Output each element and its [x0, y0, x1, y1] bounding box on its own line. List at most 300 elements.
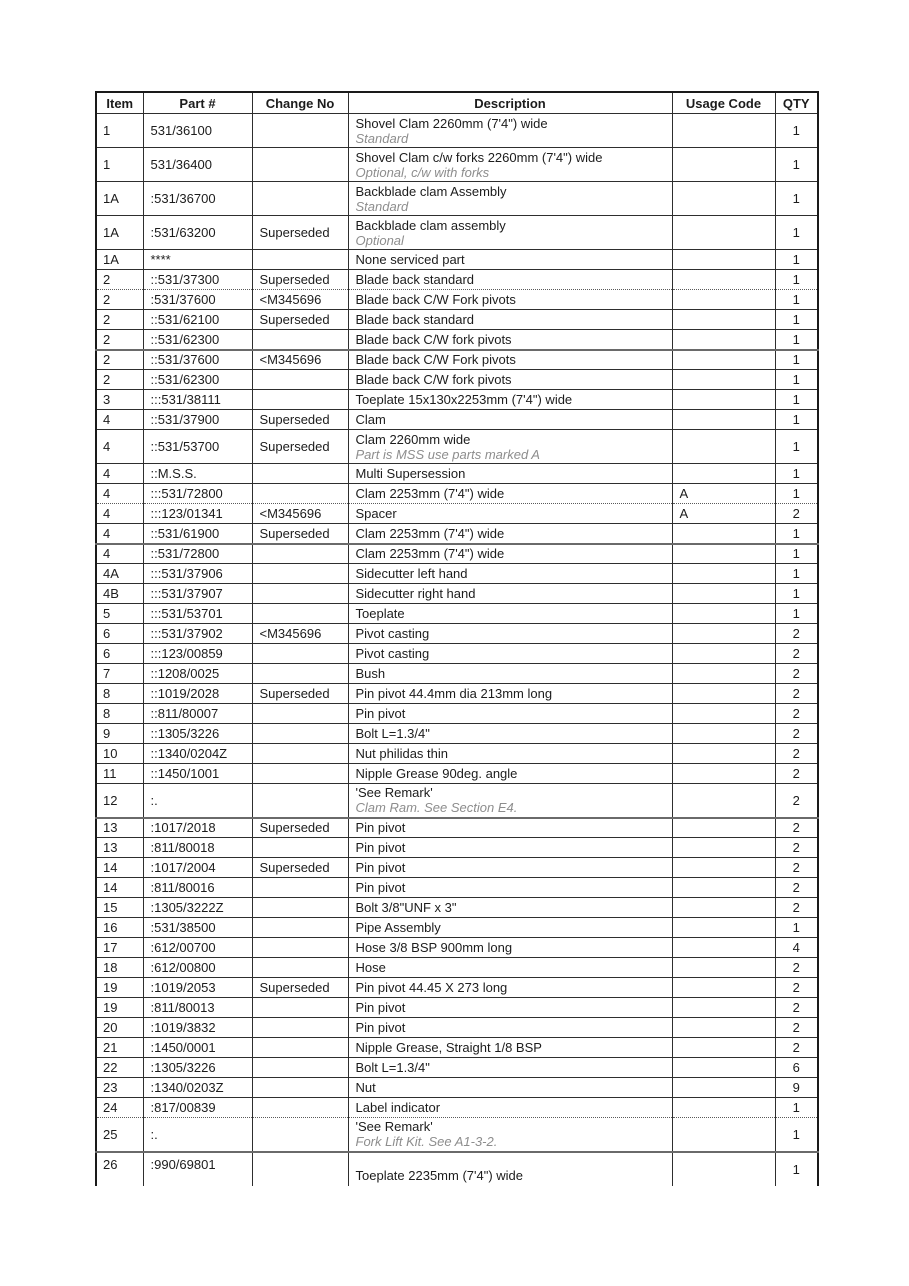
- cell-part-number: :531/38500: [143, 918, 252, 938]
- description-text: Label indicator: [355, 1100, 441, 1115]
- description-text: Pin pivot: [355, 860, 406, 875]
- cell-qty: 1: [775, 484, 818, 504]
- cell-change-no: [252, 918, 348, 938]
- description-text: Backblade clam Assembly: [355, 183, 507, 199]
- cell-description: [348, 1058, 672, 1078]
- cell-description: [348, 1152, 672, 1186]
- description-text: Clam 2253mm (7'4") wide: [355, 525, 505, 541]
- cell-change-no: [252, 1038, 348, 1058]
- table-row: [96, 350, 818, 370]
- cell-usage-code: [672, 148, 775, 182]
- cell-usage-code: [672, 270, 775, 290]
- cell-item: 1A: [96, 216, 143, 250]
- cell-item: 15: [96, 898, 143, 918]
- cell-item: 9: [96, 724, 143, 744]
- cell-item: 26: [96, 1152, 143, 1186]
- cell-part-number: :811/80016: [143, 878, 252, 898]
- cell-item: 20: [96, 1018, 143, 1038]
- cell-description: [348, 1018, 672, 1038]
- cell-item: 2: [96, 350, 143, 370]
- cell-usage-code: [672, 978, 775, 998]
- cell-part-number: ::1450/1001: [143, 764, 252, 784]
- cell-part-number: :531/63200: [143, 216, 252, 250]
- cell-item: 8: [96, 704, 143, 724]
- table-row: [96, 564, 818, 584]
- cell-usage-code: [672, 390, 775, 410]
- cell-description: [348, 998, 672, 1018]
- cell-description: [348, 684, 672, 704]
- description-text: Hose 3/8 BSP 900mm long: [355, 940, 513, 955]
- cell-item: 4: [96, 544, 143, 564]
- cell-item: 19: [96, 978, 143, 998]
- cell-description: [348, 350, 672, 370]
- parts-table-body: [96, 114, 818, 1186]
- cell-usage-code: [672, 410, 775, 430]
- cell-qty: 1: [775, 310, 818, 330]
- table-row: [96, 390, 818, 410]
- cell-part-number: :.: [143, 784, 252, 818]
- cell-usage-code: [672, 838, 775, 858]
- cell-part-number: :::531/72800: [143, 484, 252, 504]
- cell-description: [348, 1078, 672, 1098]
- description-text: Pin pivot: [355, 880, 406, 895]
- description-text: Blade back C/W Fork pivots: [355, 292, 516, 307]
- cell-description: [348, 858, 672, 878]
- cell-qty: 1: [775, 1152, 818, 1186]
- cell-usage-code: [672, 898, 775, 918]
- cell-qty: 2: [775, 664, 818, 684]
- cell-item: 16: [96, 918, 143, 938]
- cell-qty: 2: [775, 704, 818, 724]
- table-row: [96, 624, 818, 644]
- cell-qty: 1: [775, 350, 818, 370]
- cell-usage-code: [672, 250, 775, 270]
- cell-qty: 2: [775, 644, 818, 664]
- cell-usage-code: [672, 330, 775, 350]
- cell-change-no: [252, 148, 348, 182]
- cell-item: 4: [96, 484, 143, 504]
- description-text: Hose: [355, 960, 386, 975]
- cell-usage-code: [672, 704, 775, 724]
- cell-description: [348, 390, 672, 410]
- cell-description: [348, 216, 672, 250]
- description-note: Clam Ram. See Section E4.: [355, 800, 518, 816]
- cell-description: [348, 310, 672, 330]
- description-text: Bolt L=1.3/4": [355, 1060, 430, 1075]
- description-note: Optional, c/w with forks: [355, 164, 490, 180]
- table-row: [96, 310, 818, 330]
- cell-qty: 1: [775, 182, 818, 216]
- cell-usage-code: [672, 1018, 775, 1038]
- cell-usage-code: [672, 878, 775, 898]
- description-text: Shovel Clam 2260mm (7'4") wide: [355, 115, 548, 131]
- description-text: Pivot casting: [355, 646, 430, 661]
- cell-change-no: [252, 544, 348, 564]
- cell-item: 2: [96, 270, 143, 290]
- cell-usage-code: [672, 544, 775, 564]
- description-text: Pin pivot: [355, 820, 406, 836]
- cell-usage-code: [672, 684, 775, 704]
- cell-usage-code: [672, 564, 775, 584]
- cell-description: [348, 958, 672, 978]
- cell-qty: 2: [775, 764, 818, 784]
- cell-change-no: <M345696: [252, 624, 348, 644]
- table-row: [96, 724, 818, 744]
- description-text: Clam 2253mm (7'4") wide: [355, 486, 505, 501]
- cell-part-number: :990/69801: [143, 1152, 252, 1186]
- column-header-usage-code: Usage Code: [672, 92, 775, 114]
- cell-item: 6: [96, 624, 143, 644]
- cell-qty: 1: [775, 1118, 818, 1152]
- table-row: [96, 744, 818, 764]
- cell-item: 7: [96, 664, 143, 684]
- cell-change-no: [252, 938, 348, 958]
- cell-usage-code: [672, 818, 775, 838]
- cell-part-number: ::531/37900: [143, 410, 252, 430]
- cell-description: [348, 430, 672, 464]
- cell-qty: 1: [775, 544, 818, 564]
- description-text: Pipe Assembly: [355, 920, 441, 935]
- description-text: Blade back standard: [355, 312, 475, 327]
- cell-change-no: [252, 784, 348, 818]
- cell-part-number: :1340/0203Z: [143, 1078, 252, 1098]
- table-row: [96, 290, 818, 310]
- description-text: None serviced part: [355, 252, 465, 267]
- cell-description: [348, 838, 672, 858]
- cell-qty: 2: [775, 818, 818, 838]
- cell-qty: 2: [775, 684, 818, 704]
- cell-change-no: [252, 584, 348, 604]
- cell-qty: 2: [775, 1038, 818, 1058]
- cell-part-number: :::123/01341: [143, 504, 252, 524]
- description-text: Nipple Grease 90deg. angle: [355, 766, 518, 781]
- cell-item: 19: [96, 998, 143, 1018]
- description-note: Standard: [355, 130, 409, 146]
- table-row: [96, 1098, 818, 1118]
- table-row: [96, 524, 818, 544]
- cell-qty: 2: [775, 624, 818, 644]
- description-text: Blade back C/W Fork pivots: [355, 352, 516, 368]
- cell-usage-code: [672, 216, 775, 250]
- cell-change-no: Superseded: [252, 524, 348, 544]
- table-row: [96, 114, 818, 148]
- table-row: [96, 216, 818, 250]
- cell-qty: 2: [775, 784, 818, 818]
- cell-change-no: [252, 898, 348, 918]
- cell-change-no: <M345696: [252, 290, 348, 310]
- cell-qty: 2: [775, 744, 818, 764]
- description-text: Pin pivot: [355, 1020, 406, 1035]
- cell-description: [348, 410, 672, 430]
- cell-usage-code: [672, 744, 775, 764]
- table-row: [96, 430, 818, 464]
- description-text: Sidecutter right hand: [355, 586, 476, 601]
- cell-item: 17: [96, 938, 143, 958]
- description-text: Clam 2253mm (7'4") wide: [355, 546, 505, 562]
- description-text: Shovel Clam c/w forks 2260mm (7'4") wide: [355, 149, 603, 165]
- cell-change-no: Superseded: [252, 818, 348, 838]
- description-note: Standard: [355, 198, 409, 214]
- cell-qty: 1: [775, 430, 818, 464]
- table-row: [96, 504, 818, 524]
- table-row: [96, 764, 818, 784]
- cell-item: 2: [96, 310, 143, 330]
- cell-qty: 2: [775, 724, 818, 744]
- cell-description: [348, 918, 672, 938]
- table-row: [96, 148, 818, 182]
- description-text: Bolt L=1.3/4": [355, 726, 430, 741]
- cell-description: [348, 564, 672, 584]
- cell-change-no: [252, 1152, 348, 1186]
- table-row: [96, 1058, 818, 1078]
- description-text: Pivot casting: [355, 626, 430, 641]
- cell-item: 5: [96, 604, 143, 624]
- cell-part-number: ::1019/2028: [143, 684, 252, 704]
- cell-change-no: <M345696: [252, 350, 348, 370]
- table-row: [96, 330, 818, 350]
- cell-qty: 9: [775, 1078, 818, 1098]
- cell-item: 25: [96, 1118, 143, 1152]
- cell-description: [348, 148, 672, 182]
- cell-usage-code: [672, 1038, 775, 1058]
- description-note: Optional: [355, 232, 404, 248]
- cell-change-no: [252, 604, 348, 624]
- cell-change-no: <M345696: [252, 504, 348, 524]
- table-row: [96, 1152, 818, 1186]
- cell-part-number: ::531/72800: [143, 544, 252, 564]
- cell-description: [348, 1038, 672, 1058]
- cell-change-no: [252, 484, 348, 504]
- cell-description: [348, 484, 672, 504]
- cell-usage-code: [672, 958, 775, 978]
- table-row: [96, 878, 818, 898]
- cell-item: 4: [96, 464, 143, 484]
- cell-description: [348, 818, 672, 838]
- cell-part-number: :811/80018: [143, 838, 252, 858]
- cell-description: [348, 544, 672, 564]
- table-row: [96, 978, 818, 998]
- cell-description: [348, 270, 672, 290]
- cell-part-number: :::531/37906: [143, 564, 252, 584]
- cell-usage-code: A: [672, 484, 775, 504]
- cell-qty: 1: [775, 524, 818, 544]
- cell-part-number: ::531/61900: [143, 524, 252, 544]
- cell-usage-code: [672, 938, 775, 958]
- description-text: Clam 2260mm wide: [355, 431, 471, 447]
- cell-part-number: ::531/62300: [143, 370, 252, 390]
- description-text: Blade back C/W fork pivots: [355, 372, 512, 387]
- cell-usage-code: [672, 524, 775, 544]
- cell-part-number: :::531/37907: [143, 584, 252, 604]
- table-row: [96, 182, 818, 216]
- cell-qty: 2: [775, 1018, 818, 1038]
- cell-change-no: Superseded: [252, 310, 348, 330]
- cell-item: 1: [96, 148, 143, 182]
- cell-change-no: Superseded: [252, 430, 348, 464]
- cell-qty: 1: [775, 216, 818, 250]
- description-text: Spacer: [355, 506, 397, 521]
- cell-change-no: Superseded: [252, 978, 348, 998]
- table-row: [96, 250, 818, 270]
- cell-item: 4B: [96, 584, 143, 604]
- cell-item: 2: [96, 330, 143, 350]
- cell-description: [348, 744, 672, 764]
- cell-part-number: :1017/2018: [143, 818, 252, 838]
- cell-part-number: 531/36100: [143, 114, 252, 148]
- table-row: [96, 664, 818, 684]
- table-row: [96, 544, 818, 564]
- table-row: [96, 1018, 818, 1038]
- cell-qty: 1: [775, 330, 818, 350]
- cell-description: [348, 584, 672, 604]
- cell-part-number: :531/36700: [143, 182, 252, 216]
- table-row: [96, 838, 818, 858]
- column-header-change-no: Change No: [252, 92, 348, 114]
- cell-usage-code: [672, 764, 775, 784]
- cell-change-no: [252, 724, 348, 744]
- cell-part-number: ::531/62100: [143, 310, 252, 330]
- description-text: Toeplate 2235mm (7'4") wide: [355, 1167, 524, 1183]
- cell-part-number: :::531/37902: [143, 624, 252, 644]
- cell-item: 4: [96, 410, 143, 430]
- cell-description: [348, 898, 672, 918]
- cell-usage-code: [672, 350, 775, 370]
- table-row: [96, 898, 818, 918]
- cell-qty: 1: [775, 290, 818, 310]
- table-row: [96, 818, 818, 838]
- table-row: [96, 584, 818, 604]
- cell-usage-code: [672, 644, 775, 664]
- description-text: Pin pivot: [355, 706, 406, 721]
- cell-usage-code: A: [672, 504, 775, 524]
- cell-item: 13: [96, 838, 143, 858]
- cell-qty: 2: [775, 838, 818, 858]
- table-row: [96, 958, 818, 978]
- cell-part-number: :::123/00859: [143, 644, 252, 664]
- cell-description: [348, 250, 672, 270]
- cell-part-number: :1305/3222Z: [143, 898, 252, 918]
- cell-part-number: ::531/37300: [143, 270, 252, 290]
- cell-description: [348, 764, 672, 784]
- description-note: Part is MSS use parts marked A: [355, 446, 540, 462]
- cell-usage-code: [672, 664, 775, 684]
- cell-description: [348, 704, 672, 724]
- table-row: [96, 464, 818, 484]
- description-text: Nut: [355, 1080, 376, 1095]
- description-text: Clam: [355, 412, 386, 427]
- cell-qty: 1: [775, 410, 818, 430]
- cell-description: [348, 978, 672, 998]
- cell-qty: 1: [775, 584, 818, 604]
- cell-part-number: :::531/53701: [143, 604, 252, 624]
- cell-item: 14: [96, 858, 143, 878]
- cell-part-number: :1017/2004: [143, 858, 252, 878]
- cell-item: 13: [96, 818, 143, 838]
- cell-item: 4: [96, 504, 143, 524]
- cell-qty: 1: [775, 114, 818, 148]
- description-text: Pin pivot 44.45 X 273 long: [355, 980, 508, 995]
- column-header-part: Part #: [143, 92, 252, 114]
- description-text: Backblade clam assembly: [355, 217, 506, 233]
- cell-part-number: ::531/62300: [143, 330, 252, 350]
- cell-change-no: [252, 114, 348, 148]
- cell-part-number: :612/00800: [143, 958, 252, 978]
- description-text: Bush: [355, 666, 386, 681]
- cell-change-no: Superseded: [252, 270, 348, 290]
- description-text: Toeplate 15x130x2253mm (7'4") wide: [355, 392, 573, 407]
- cell-description: [348, 644, 672, 664]
- cell-part-number: :1019/2053: [143, 978, 252, 998]
- cell-part-number: ::1340/0204Z: [143, 744, 252, 764]
- cell-change-no: [252, 1078, 348, 1098]
- cell-usage-code: [672, 464, 775, 484]
- cell-usage-code: [672, 918, 775, 938]
- cell-item: 8: [96, 684, 143, 704]
- cell-change-no: [252, 664, 348, 684]
- cell-usage-code: [672, 858, 775, 878]
- cell-item: 10: [96, 744, 143, 764]
- cell-usage-code: [672, 724, 775, 744]
- cell-qty: 1: [775, 148, 818, 182]
- cell-part-number: :1019/3832: [143, 1018, 252, 1038]
- cell-qty: 1: [775, 564, 818, 584]
- description-text: Toeplate: [355, 606, 405, 621]
- cell-usage-code: [672, 114, 775, 148]
- table-row: [96, 644, 818, 664]
- cell-part-number: ::811/80007: [143, 704, 252, 724]
- column-header-qty: QTY: [775, 92, 818, 114]
- cell-change-no: [252, 370, 348, 390]
- cell-item: 23: [96, 1078, 143, 1098]
- cell-description: [348, 664, 672, 684]
- cell-description: [348, 624, 672, 644]
- cell-change-no: [252, 838, 348, 858]
- cell-item: 11: [96, 764, 143, 784]
- description-text: Pin pivot: [355, 840, 406, 855]
- cell-part-number: :811/80013: [143, 998, 252, 1018]
- cell-qty: 2: [775, 998, 818, 1018]
- cell-change-no: Superseded: [252, 684, 348, 704]
- cell-usage-code: [672, 290, 775, 310]
- cell-item: 1A: [96, 182, 143, 216]
- header-row: [96, 92, 818, 114]
- cell-item: 14: [96, 878, 143, 898]
- cell-change-no: [252, 704, 348, 724]
- cell-change-no: Superseded: [252, 858, 348, 878]
- cell-usage-code: [672, 604, 775, 624]
- description-text: Blade back standard: [355, 272, 475, 287]
- cell-usage-code: [672, 310, 775, 330]
- cell-change-no: [252, 878, 348, 898]
- cell-qty: 2: [775, 504, 818, 524]
- description-text: Pin pivot: [355, 1000, 406, 1015]
- table-row: [96, 270, 818, 290]
- cell-change-no: [252, 958, 348, 978]
- table-row: [96, 998, 818, 1018]
- cell-part-number: ::1305/3226: [143, 724, 252, 744]
- table-row: [96, 1118, 818, 1152]
- cell-item: 2: [96, 290, 143, 310]
- table-row: [96, 938, 818, 958]
- table-row: [96, 484, 818, 504]
- description-text: 'See Remark': [355, 785, 433, 801]
- cell-part-number: ::531/37600: [143, 350, 252, 370]
- cell-usage-code: [672, 182, 775, 216]
- cell-description: [348, 504, 672, 524]
- cell-description: [348, 370, 672, 390]
- cell-change-no: [252, 390, 348, 410]
- cell-part-number: :.: [143, 1118, 252, 1152]
